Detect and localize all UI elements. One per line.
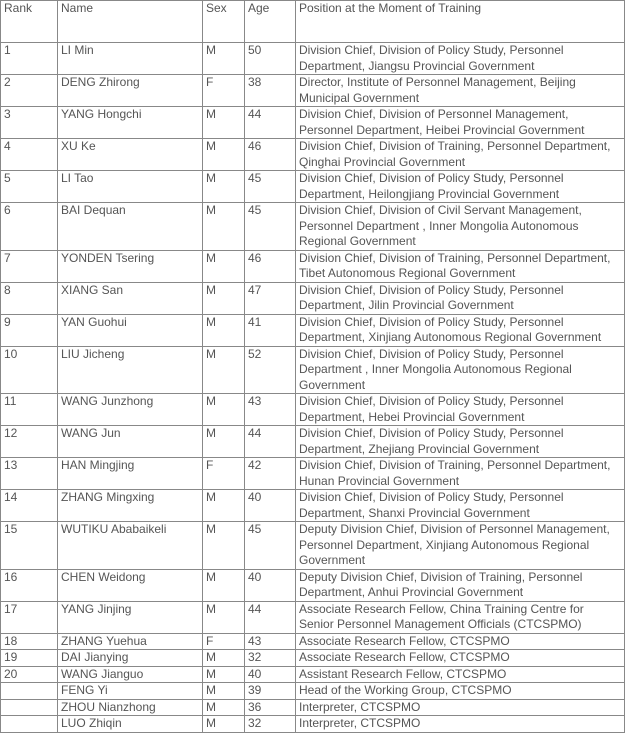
cell-name: FENG Yi <box>58 683 203 700</box>
cell-position: Division Chief, Division of Policy Study, Personnel Department, Zhejiang Provincial Government <box>296 426 625 458</box>
header-position: Position at the Moment of Training <box>296 1 625 43</box>
cell-position: Assistant Research Fellow, CTCSPMO <box>296 666 625 683</box>
cell-sex: M <box>203 490 245 522</box>
cell-sex: M <box>203 569 245 601</box>
cell-age: 47 <box>245 282 296 314</box>
cell-sex: M <box>203 394 245 426</box>
cell-age: 43 <box>245 633 296 650</box>
cell-name: LI Min <box>58 43 203 75</box>
table-row <box>1 43 625 75</box>
table-row <box>1 522 625 570</box>
cell-rank: 3 <box>1 107 58 139</box>
cell-position: Associate Research Fellow, CTCSPMO <box>296 633 625 650</box>
cell-position: Deputy Division Chief, Division of Training, Personnel Department, Anhui Provincial Government <box>296 569 625 601</box>
cell-position: Division Chief, Division of Training, Personnel Department, Tibet Autonomous Regional Government <box>296 250 625 282</box>
cell-age: 40 <box>245 666 296 683</box>
cell-position: Division Chief, Division of Policy Study, Personnel Department, Jilin Provincial Government <box>296 282 625 314</box>
cell-age: 45 <box>245 522 296 570</box>
table-body <box>1 43 625 733</box>
cell-age: 44 <box>245 107 296 139</box>
cell-rank: 18 <box>1 633 58 650</box>
cell-age: 32 <box>245 650 296 667</box>
cell-rank: 14 <box>1 490 58 522</box>
cell-position: Deputy Division Chief, Division of Personnel Management, Personnel Department, Xinjiang Autonomous Regional Government <box>296 522 625 570</box>
cell-age: 42 <box>245 458 296 490</box>
cell-position: Interpreter, CTCSPMO <box>296 716 625 733</box>
table-row <box>1 282 625 314</box>
cell-age: 43 <box>245 394 296 426</box>
cell-rank <box>1 716 58 733</box>
table-row <box>1 394 625 426</box>
cell-sex: M <box>203 314 245 346</box>
header-row <box>1 1 625 43</box>
cell-age: 45 <box>245 171 296 203</box>
cell-position: Division Chief, Division of Personnel Management, Personnel Department, Heibei Provincial Government <box>296 107 625 139</box>
cell-name: YAN Guohui <box>58 314 203 346</box>
cell-position: Division Chief, Division of Policy Study, Personnel Department, Shanxi Provincial Government <box>296 490 625 522</box>
cell-rank: 5 <box>1 171 58 203</box>
cell-sex: M <box>203 203 245 251</box>
cell-name: HAN Mingjing <box>58 458 203 490</box>
cell-name: XIANG San <box>58 282 203 314</box>
cell-age: 32 <box>245 716 296 733</box>
cell-name: CHEN Weidong <box>58 569 203 601</box>
cell-position: Division Chief, Division of Training, Personnel Department, Qinghai Provincial Government <box>296 139 625 171</box>
cell-sex: F <box>203 75 245 107</box>
cell-rank: 6 <box>1 203 58 251</box>
cell-name: YANG Hongchi <box>58 107 203 139</box>
table-row <box>1 601 625 633</box>
table-row <box>1 426 625 458</box>
cell-name: LIU Jicheng <box>58 346 203 394</box>
cell-name: ZHOU Nianzhong <box>58 699 203 716</box>
cell-name: DAI Jianying <box>58 650 203 667</box>
cell-position: Division Chief, Division of Policy Study, Personnel Department , Inner Mongolia Autonomous Regional Government <box>296 346 625 394</box>
cell-sex: M <box>203 250 245 282</box>
cell-age: 46 <box>245 250 296 282</box>
cell-position: Head of the Working Group, CTCSPMO <box>296 683 625 700</box>
cell-sex: M <box>203 650 245 667</box>
cell-sex: M <box>203 683 245 700</box>
cell-rank: 11 <box>1 394 58 426</box>
cell-position: Associate Research Fellow, CTCSPMO <box>296 650 625 667</box>
cell-position: Division Chief, Division of Policy Study, Personnel Department, Heilongjiang Provincial Government <box>296 171 625 203</box>
cell-sex: F <box>203 633 245 650</box>
cell-sex: M <box>203 522 245 570</box>
header-name: Name <box>58 1 203 43</box>
cell-name: LI Tao <box>58 171 203 203</box>
cell-age: 36 <box>245 699 296 716</box>
cell-rank: 20 <box>1 666 58 683</box>
cell-sex: M <box>203 139 245 171</box>
header-sex: Sex <box>203 1 245 43</box>
table-row <box>1 314 625 346</box>
cell-sex: M <box>203 426 245 458</box>
cell-name: WANG Jianguo <box>58 666 203 683</box>
cell-sex: M <box>203 666 245 683</box>
cell-sex: F <box>203 458 245 490</box>
cell-name: WANG Junzhong <box>58 394 203 426</box>
cell-rank <box>1 699 58 716</box>
cell-sex: M <box>203 171 245 203</box>
table-row <box>1 458 625 490</box>
table-row <box>1 716 625 733</box>
table-row <box>1 171 625 203</box>
cell-rank: 16 <box>1 569 58 601</box>
cell-age: 50 <box>245 43 296 75</box>
cell-position: Director, Institute of Personnel Management, Beijing Municipal Government <box>296 75 625 107</box>
cell-name: ZHANG Yuehua <box>58 633 203 650</box>
cell-rank: 15 <box>1 522 58 570</box>
cell-name: WANG Jun <box>58 426 203 458</box>
cell-name: XU Ke <box>58 139 203 171</box>
cell-rank: 9 <box>1 314 58 346</box>
cell-age: 40 <box>245 490 296 522</box>
cell-position: Division Chief, Division of Civil Servant Management, Personnel Department , Inner Mongolia Autonomous Regional Government <box>296 203 625 251</box>
cell-rank: 8 <box>1 282 58 314</box>
table-row <box>1 699 625 716</box>
cell-age: 38 <box>245 75 296 107</box>
cell-age: 44 <box>245 426 296 458</box>
cell-rank: 19 <box>1 650 58 667</box>
cell-position: Interpreter, CTCSPMO <box>296 699 625 716</box>
cell-position: Associate Research Fellow, China Training Centre for Senior Personnel Management Officials (CTCSPMO) <box>296 601 625 633</box>
cell-rank: 10 <box>1 346 58 394</box>
cell-position: Division Chief, Division of Policy Study, Personnel Department, Jiangsu Provincial Government <box>296 43 625 75</box>
table-row <box>1 203 625 251</box>
table-row <box>1 683 625 700</box>
cell-sex: M <box>203 43 245 75</box>
cell-name: YONDEN Tsering <box>58 250 203 282</box>
cell-rank: 1 <box>1 43 58 75</box>
table-row <box>1 650 625 667</box>
cell-age: 44 <box>245 601 296 633</box>
table-row <box>1 346 625 394</box>
cell-rank: 12 <box>1 426 58 458</box>
cell-sex: M <box>203 346 245 394</box>
cell-rank: 13 <box>1 458 58 490</box>
table-row <box>1 107 625 139</box>
cell-age: 45 <box>245 203 296 251</box>
cell-rank: 17 <box>1 601 58 633</box>
cell-name: LUO Zhiqin <box>58 716 203 733</box>
cell-sex: M <box>203 107 245 139</box>
table-row <box>1 250 625 282</box>
cell-age: 39 <box>245 683 296 700</box>
cell-position: Division Chief, Division of Policy Study, Personnel Department, Hebei Provincial Government <box>296 394 625 426</box>
table-row <box>1 75 625 107</box>
cell-name: BAI Dequan <box>58 203 203 251</box>
table-row <box>1 666 625 683</box>
cell-sex: M <box>203 716 245 733</box>
cell-age: 46 <box>245 139 296 171</box>
table-row <box>1 633 625 650</box>
cell-rank: 7 <box>1 250 58 282</box>
cell-age: 41 <box>245 314 296 346</box>
cell-name: YANG Jinjing <box>58 601 203 633</box>
table-row <box>1 139 625 171</box>
cell-sex: M <box>203 601 245 633</box>
cell-age: 40 <box>245 569 296 601</box>
cell-position: Division Chief, Division of Training, Personnel Department, Hunan Provincial Government <box>296 458 625 490</box>
cell-rank: 4 <box>1 139 58 171</box>
cell-position: Division Chief, Division of Policy Study, Personnel Department, Xinjiang Autonomous Regional Government <box>296 314 625 346</box>
cell-name: WUTIKU Ababaikeli <box>58 522 203 570</box>
header-rank: Rank <box>1 1 58 43</box>
table-row <box>1 569 625 601</box>
header-age: Age <box>245 1 296 43</box>
cell-name: DENG Zhirong <box>58 75 203 107</box>
cell-sex: M <box>203 282 245 314</box>
table-row <box>1 490 625 522</box>
cell-rank: 2 <box>1 75 58 107</box>
cell-rank <box>1 683 58 700</box>
cell-sex: M <box>203 699 245 716</box>
cell-age: 52 <box>245 346 296 394</box>
cell-name: ZHANG Mingxing <box>58 490 203 522</box>
